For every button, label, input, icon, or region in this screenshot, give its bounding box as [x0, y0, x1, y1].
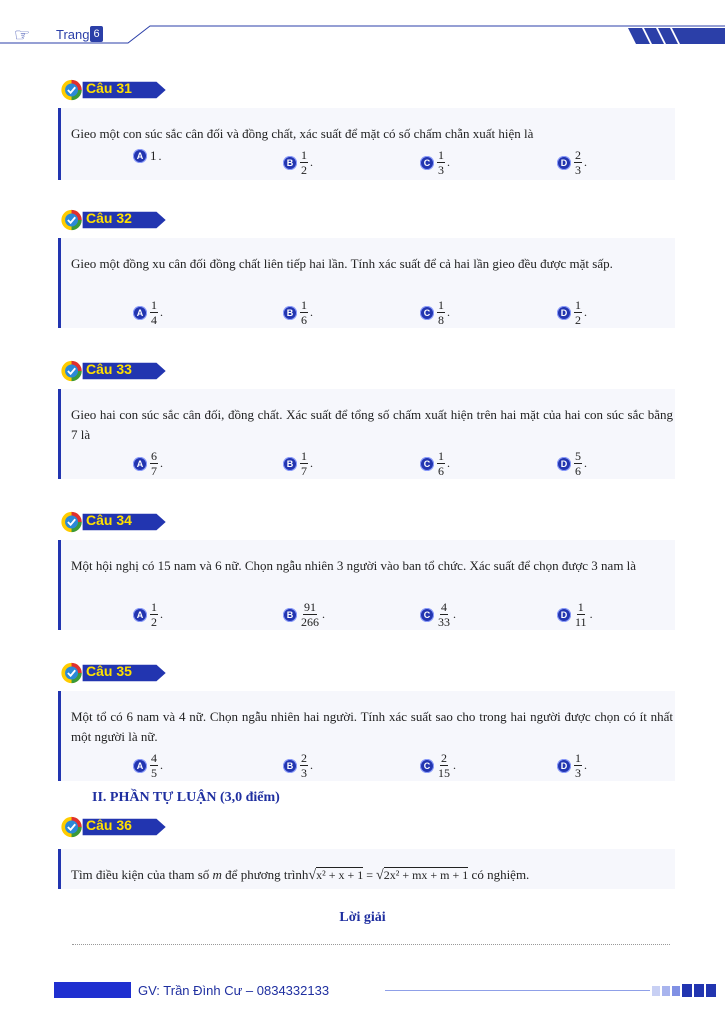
option-c: C $\frac{1}{6}$ . [420, 449, 450, 478]
option-letter-badge: C [420, 759, 434, 773]
option-fraction [574, 449, 582, 478]
fraction-numerator: 1 [301, 148, 307, 162]
fraction-numerator: 6 [151, 449, 157, 463]
option-letter-badge: A [133, 149, 147, 163]
question-text: Một hội nghị có 15 nam và 6 nữ. Chọn ngẫu nhiên 3 người vào ban tổ chức. Xác suất để chọn được 3 nam là [71, 558, 637, 573]
footer-line [385, 990, 650, 991]
question-title: Câu 36 [86, 817, 132, 833]
option-fraction [300, 148, 308, 177]
question-36 [56, 815, 672, 890]
fraction-numerator: 2 [575, 148, 581, 162]
page-header [0, 0, 725, 48]
question-body [58, 108, 675, 180]
fraction-denominator: 3 [301, 766, 307, 780]
question-body [58, 691, 675, 781]
question-body [58, 238, 675, 328]
option-fraction [574, 148, 582, 177]
option-b: B $\frac{1}{7}$ . [283, 449, 313, 478]
fraction-numerator: 1 [438, 148, 444, 162]
header-decoration [0, 0, 725, 48]
option-a: A $\frac{6}{7}$ . [133, 449, 163, 478]
fraction-numerator: 1 [151, 298, 157, 312]
question-title: Câu 33 [86, 361, 132, 377]
question-35 [56, 661, 672, 785]
option-letter-badge: D [557, 156, 571, 170]
option-fraction [437, 298, 445, 327]
question-title: Câu 32 [86, 210, 132, 226]
option-fraction [574, 298, 582, 327]
option-fraction [300, 298, 308, 327]
option-b: B $\frac{1}{2}$ . [283, 148, 313, 177]
option-letter-badge: C [420, 457, 434, 471]
fraction-numerator: 1 [301, 298, 307, 312]
option-letter-badge: A [133, 306, 147, 320]
option-letter-badge: C [420, 608, 434, 622]
option-d: D $\frac{1}{2}$ . [557, 298, 587, 327]
option-fraction [574, 751, 582, 780]
fraction-denominator: 3 [438, 163, 444, 177]
fraction-denominator: 2 [301, 163, 307, 177]
option-c: C $\frac{4}{33}$ . [420, 600, 456, 629]
option-letter-badge: B [283, 608, 297, 622]
option-fraction [150, 600, 158, 629]
fraction-denominator: 6 [301, 313, 307, 327]
option-c: C $\frac{1}{3}$ . [420, 148, 450, 177]
fraction-numerator: 5 [575, 449, 581, 463]
fraction-numerator: 4 [151, 751, 157, 765]
fraction-numerator: 1 [301, 449, 307, 463]
question-31 [56, 78, 672, 184]
page-label: Trang [56, 27, 90, 42]
fraction-denominator: 7 [151, 464, 157, 478]
option-letter-badge: A [133, 759, 147, 773]
option-letter-badge: A [133, 608, 147, 622]
option-b: B $\frac{91}{266}$ . [283, 600, 325, 629]
option-fraction [150, 449, 158, 478]
option-letter-badge: C [420, 156, 434, 170]
dotted-divider [72, 944, 670, 945]
fraction-numerator: 2 [441, 751, 447, 765]
fraction-denominator: 6 [575, 464, 581, 478]
question-title: Câu 34 [86, 512, 132, 528]
fraction-numerator: 1 [575, 298, 581, 312]
option-a: A $\frac{1}{4}$ . [133, 298, 163, 327]
option-b: B $\frac{1}{6}$ . [283, 298, 313, 327]
fraction-denominator: 8 [438, 313, 444, 327]
footer-decoration [652, 984, 718, 998]
option-a: A 1 . [133, 148, 162, 164]
option-letter-badge: B [283, 306, 297, 320]
parameter-m: m [212, 867, 222, 882]
fraction-numerator: 4 [441, 600, 447, 614]
fraction-numerator: 91 [304, 600, 316, 614]
option-d: D $\frac{1}{3}$ . [557, 751, 587, 780]
option-letter-badge: B [283, 156, 297, 170]
equation: √x² + x + 1 = √2x² + mx + m + 1 [308, 868, 469, 883]
fraction-denominator: 33 [438, 615, 450, 629]
option-fraction [437, 600, 451, 629]
page-number: 6 [90, 26, 103, 42]
fraction-numerator: 2 [301, 751, 307, 765]
fraction-denominator: 3 [575, 766, 581, 780]
option-fraction [437, 148, 445, 177]
option-letter-badge: A [133, 457, 147, 471]
option-fraction [574, 600, 588, 629]
option-value: 1 [150, 148, 157, 163]
fraction-denominator: 4 [151, 313, 157, 327]
fraction-numerator: 1 [438, 449, 444, 463]
fraction-numerator: 1 [577, 600, 584, 614]
fraction-denominator: 3 [575, 163, 581, 177]
question-text: Gieo một đồng xu cân đối đồng chất liên tiếp hai lần. Tính xác suất để cả hai lần gieo đều được mặt sấp. [71, 256, 613, 271]
option-fraction [300, 600, 320, 629]
option-fraction [150, 298, 158, 327]
fraction-denominator: 5 [151, 766, 157, 780]
fraction-denominator: 2 [575, 313, 581, 327]
footer-bar [54, 982, 131, 998]
option-b: B $\frac{2}{3}$ . [283, 751, 313, 780]
fraction-denominator: 2 [151, 615, 157, 629]
footer-author: GV: Trần Đình Cư – 0834332133 [138, 983, 330, 998]
option-a: A $\frac{1}{2}$ . [133, 600, 163, 629]
option-fraction [437, 449, 445, 478]
fraction-denominator: 7 [301, 464, 307, 478]
question-body [58, 389, 675, 479]
fraction-numerator: 1 [438, 298, 444, 312]
question-text: Gieo một con súc sắc cân đối và đồng chất, xác suất để mặt có số chấm chẵn xuất hiện là [71, 126, 534, 141]
fraction-numerator: 1 [575, 751, 581, 765]
question-text: Một tổ có 6 nam và 4 nữ. Chọn ngẫu nhiên hai người. Tính xác suất sao cho trong hai người được chọn có ít nhất một người là nữ. [71, 709, 673, 744]
part-two-heading: II. PHẦN TỰ LUẬN (3,0 điểm) [92, 790, 280, 805]
option-d: D $\frac{2}{3}$ . [557, 148, 587, 177]
option-fraction [437, 751, 451, 780]
option-fraction [300, 751, 308, 780]
question-text: Gieo hai con súc sắc cân đối, đồng chất. Xác suất để tổng số chấm xuất hiện trên hai mặt của hai con súc sắc bằng 7 là [71, 407, 673, 442]
question-34 [56, 510, 672, 634]
fraction-denominator: 266 [301, 615, 319, 629]
option-d: D $\frac{5}{6}$ . [557, 449, 587, 478]
question-32 [56, 208, 672, 332]
option-letter-badge: D [557, 608, 571, 622]
question-title: Câu 31 [86, 80, 132, 96]
option-letter-badge: B [283, 759, 297, 773]
option-letter-badge: D [557, 306, 571, 320]
question-body [58, 849, 675, 889]
fraction-denominator: 11 [575, 615, 587, 629]
option-c: C $\frac{1}{8}$ . [420, 298, 450, 327]
solution-heading: Lời giải [339, 910, 386, 925]
option-letter-badge: B [283, 457, 297, 471]
pointing-hand-icon: ☞ [14, 25, 31, 45]
fraction-denominator: 6 [438, 464, 444, 478]
option-letter-badge: D [557, 457, 571, 471]
fraction-numerator: 1 [151, 600, 157, 614]
option-d: D $\frac{1}{11}$ . [557, 600, 593, 629]
fraction-denominator: 15 [438, 766, 450, 780]
question-text: Tìm điều kiện của tham số m để phương trình√x² + x + 1 = √2x² + mx + m + 1 có nghiệm. [71, 867, 530, 883]
question-body [58, 540, 675, 630]
option-fraction [300, 449, 308, 478]
option-c: C $\frac{2}{15}$ . [420, 751, 456, 780]
option-letter-badge: C [420, 306, 434, 320]
option-fraction [150, 751, 158, 780]
option-a: A $\frac{4}{5}$ . [133, 751, 163, 780]
option-letter-badge: D [557, 759, 571, 773]
question-33 [56, 359, 672, 483]
question-title: Câu 35 [86, 663, 132, 679]
